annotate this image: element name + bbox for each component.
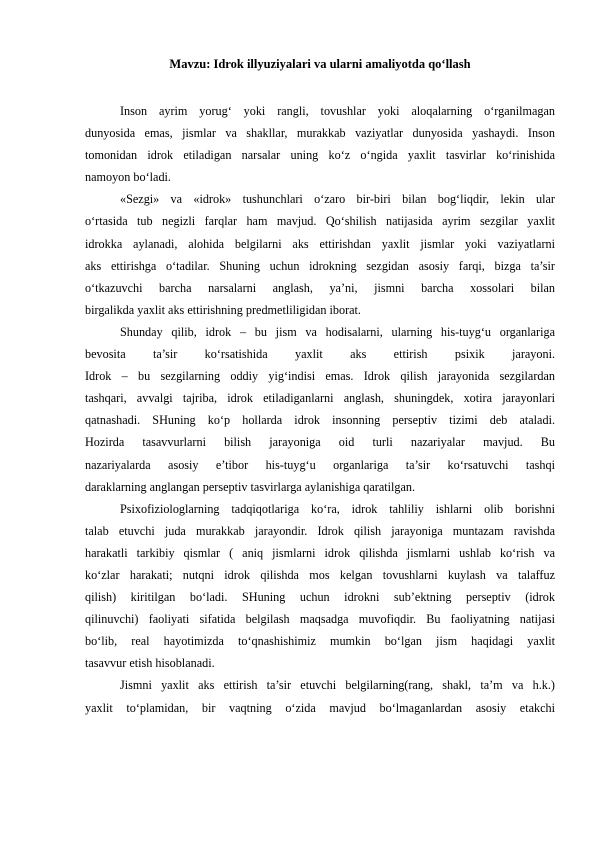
text-line: bevosita ta’sir ko‘rsatishida yaxlit aks ettirish psixik jarayoni. <box>85 347 555 362</box>
text-line: nazariyalarda asosiy e’tibor his-tuyg‘u organlariga ta’sir ko‘rsatuvchi tashqi <box>85 457 555 472</box>
text-line: tomonidan idrok etiladigan narsalar uning ko‘z o‘ngida yaxlit tasvirlar ko‘rinishida <box>85 148 555 163</box>
text-line: birgalikda yaxlit aks ettirishning predmetliligidan iborat. <box>85 302 361 317</box>
text-line: Shunday qilib, idrok – bu jism va hodisalarni, ularning his-tuyg‘u organlariga <box>120 324 555 339</box>
text-line: Inson ayrim yorug‘ yoki rangli, tovushlar yoki aloqalarning o‘rganilmagan <box>120 104 555 118</box>
paragraph-3 <box>85 321 555 498</box>
paragraph-2 <box>85 188 555 321</box>
text-line: namoyon bo‘ladi. <box>85 170 171 185</box>
text-line: harakatli tarkibiy qismlar ( aniq jismlarni idrok qilishda jismlarni ushlab ko‘rish va <box>85 545 555 560</box>
text-line: tasavvur etish hisoblanadi. <box>85 656 215 671</box>
text-line: tashqari, avvalgi tajriba, idrok etiladiganlarni anglash, shuningdek, xotira jarayonlari <box>85 391 555 406</box>
text-line: idrokka aylanadi, alohida belgilarni aks ettirishdan yaxlit jismlar yoki vaziyatlarni <box>85 236 555 251</box>
text-line: aks ettirishga o‘tadilar. Shuning uchun idrokning sezgidan asosiy farqi, bizga ta’sir <box>85 258 555 273</box>
text-line: Idrok – bu sezgilarning oddiy yig‘indisi emas. Idrok qilish jarayonida sezgilardan <box>85 369 555 384</box>
text-line: ko‘zlar harakati; nutqni idrok qilishda mos kelgan tovushlarni kuylash va talaffuz <box>85 567 555 582</box>
text-line: dunyosida emas, jismlar va shakllar, murakkab vaziyatlar dunyosida yashaydi. Inson <box>85 126 555 141</box>
text-line: daraklarning anglangan perseptiv tasvirlarga aylanishiga qaratilgan. <box>85 479 416 494</box>
text-line: qilinuvchi) faoliyati sifatida belgilash maqsadga muvofiqdir. Bu faoliyatning natijasi <box>85 612 555 627</box>
text-line: yaxlit to‘plamidan, bir vaqtning o‘zida mavjud bo‘lmaganlardan asosiy etakchi <box>85 700 555 715</box>
text-line: talab etuvchi juda murakkab jarayondir. Idrok qilish jarayoniga muntazam ravishda <box>85 523 555 538</box>
paragraph-4 <box>85 498 555 675</box>
text-line: qatnashadi. SHuning ko‘p hollarda idrok insonning perseptiv tizimi deb ataladi. <box>85 413 555 428</box>
text-line: bo‘lib, real hayotimizda to‘qnashishimiz mumkin bo‘lgan jism haqidagi yaxlit <box>85 634 555 649</box>
document-title: Mavzu: Idrok illyuziyalari va ularni amaliyotda qo‘llash <box>169 57 471 71</box>
text-line: «Sezgi» va «idrok» tushunchlari o‘zaro bir-biri bilan bog‘liqdir, lekin ular <box>120 192 555 207</box>
text-line: Jismni yaxlit aks ettirish ta’sir etuvchi belgilarning(rang, shakl, ta’m va h.k.) <box>120 678 555 693</box>
text-line: Hozirda tasavvurlarni bilish jarayoniga oid turli nazariyalar mavjud. Bu <box>85 435 555 450</box>
text-line: o‘tkazuvchi barcha narsalarni anglash, ya’ni, jismni barcha xossolari bilan <box>85 280 555 295</box>
text-line: qilish) kiritilgan bo‘ladi. SHuning uchun idrokni sub’ektning perseptiv (idrok <box>85 590 555 605</box>
document-page <box>85 55 555 719</box>
text-line: Psixofiziologlarning tadqiqotlariga ko‘ra, idrok tahliliy ishlarni olib borishni <box>120 501 555 516</box>
paragraph-5 <box>85 674 555 718</box>
paragraph-1 <box>85 100 555 188</box>
text-line: o‘rtasida tub negizli farqlar ham mavjud. Qo‘shilish natijasida ayrim sezgilar yaxlit <box>85 214 555 229</box>
